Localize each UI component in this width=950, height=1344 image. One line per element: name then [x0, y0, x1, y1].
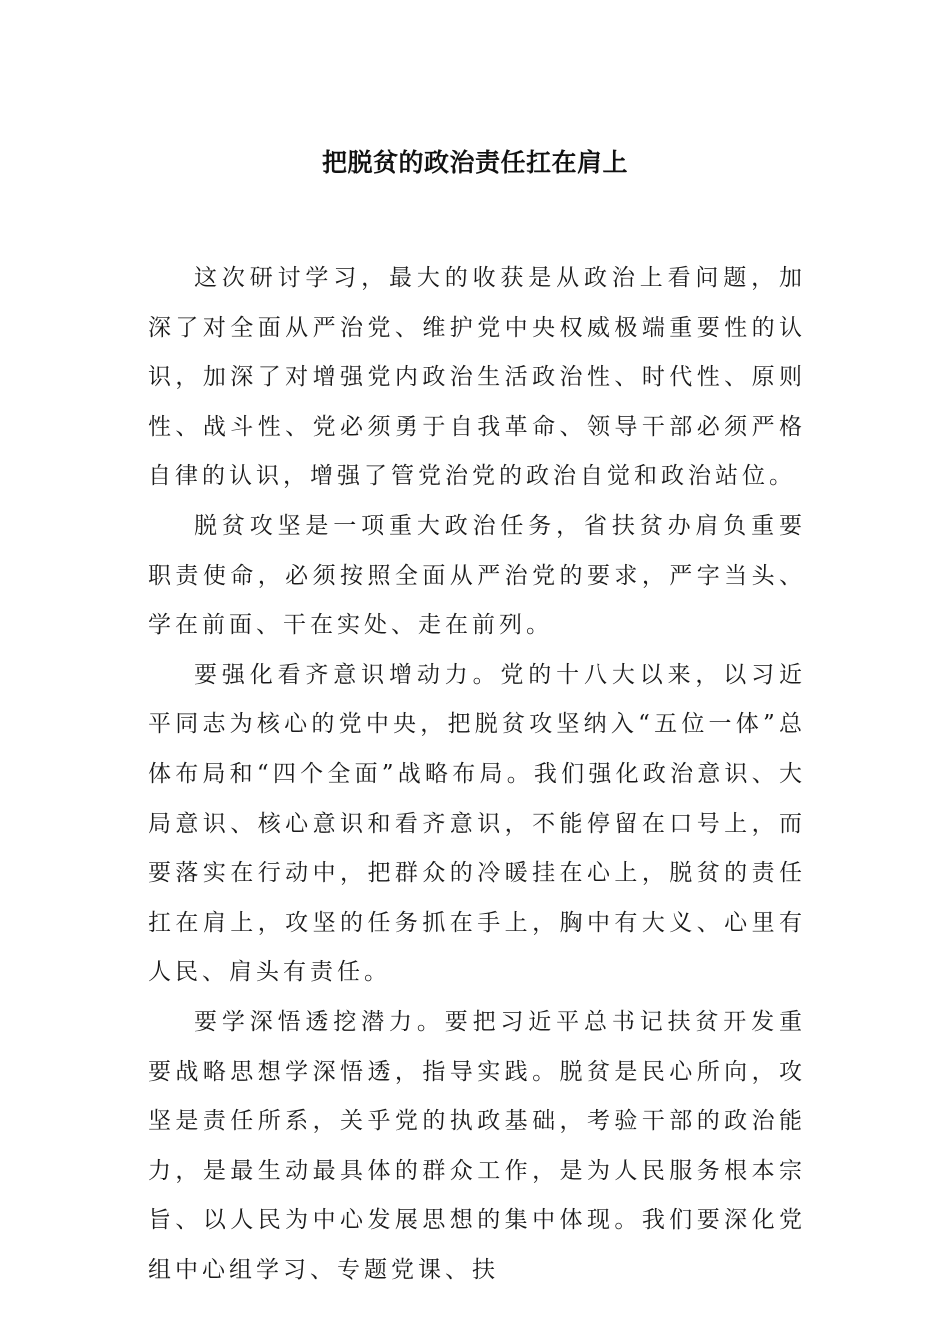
paragraph-1: 这次研讨学习，最大的收获是从政治上看问题，加深了对全面从严治党、维护党中央权威极端重要性的认识，加深了对增强党内政治生活政治性、时代性、原则性、战斗性、党必须勇于自我革命、领导干部必须严格自律的认识，增强了管党治党的政治自觉和政治站位。: [148, 265, 806, 490]
document-title: 把脱贫的政治责任扛在肩上: [321, 148, 628, 177]
paragraph-2: 脱贫攻坚是一项重大政治任务，省扶贫办肩负重要职责使命，必须按照全面从严治党的要求，严字当头、学在前面、干在实处、走在前列。: [148, 512, 806, 639]
paragraph-3: 要强化看齐意识增动力。党的十八大以来，以习近平同志为核心的党中央，把脱贫攻坚纳入“五位一体”总体布局和“四个全面”战略布局。我们强化政治意识、大局意识、核心意识和看齐意识，不能停留在口号上，而要落实在行动中，把群众的冷暖挂在心上，脱贫的责任扛在肩上，攻坚的任务抓在手上，胸中有大义、心里有人民、肩头有责任。: [148, 661, 806, 986]
paragraph-4: 要学深悟透挖潜力。要把习近平总书记扶贫开发重要战略思想学深悟透，指导实践。脱贫是民心所向，攻坚是责任所系，关乎党的执政基础，考验干部的政治能力，是最生动最具体的群众工作，是为人民服务根本宗旨、以人民为中心发展思想的集中体现。我们要深化党组中心组学习、专题党课、扶: [148, 1008, 806, 1283]
document-body: [148, 254, 806, 1295]
